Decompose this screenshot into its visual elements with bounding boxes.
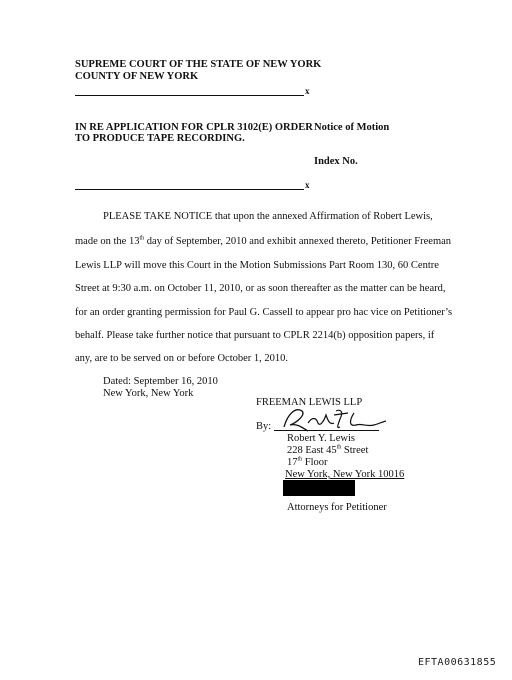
notice-body-line1: PLEASE TAKE NOTICE that upon the annexed Affirmation of Robert Lewis,: [103, 211, 433, 222]
caption-title-line1: IN RE APPLICATION FOR CPLR 3102(E) ORDER: [75, 122, 313, 133]
caption-title-line2: TO PRODUCE TAPE RECORDING.: [75, 133, 245, 144]
notice-body-line4: Street at 9:30 a.m. on October 11, 2010, or as soon thereafter as the matter can be heard,: [75, 283, 446, 294]
redaction-box: [283, 480, 355, 496]
index-number-label: Index No.: [314, 156, 358, 167]
court-county: COUNTY OF NEW YORK: [75, 71, 199, 82]
dated-line: Dated: September 16, 2010: [103, 376, 218, 387]
address-line2: 17th Floor: [287, 456, 328, 468]
caption-x-mark-top: x: [305, 86, 310, 96]
dated-location: New York, New York: [103, 388, 194, 399]
notice-body-line7: any, are to be served on or before October 1, 2010.: [75, 353, 289, 364]
caption-rule-top: [75, 95, 304, 96]
caption-rule-bottom: [75, 189, 304, 190]
court-name: SUPREME COURT OF THE STATE OF NEW YORK: [75, 59, 322, 70]
notice-body-line6: behalf. Please take further notice that pursuant to CPLR 2214(b) opposition papers, if: [75, 330, 435, 341]
document-id-stamp: EFTA00631855: [418, 657, 497, 668]
address-line1: 228 East 45th Street: [287, 444, 369, 456]
signatory-name: Robert Y. Lewis: [287, 433, 355, 444]
by-label: By:: [256, 421, 272, 432]
notice-body-line5: for an order granting permission for Paul G. Cassell to appear pro hac vice on Petitioner’s: [75, 307, 453, 318]
notice-body-line2: made on the 13th day of September, 2010 and exhibit annexed thereto, Petitioner Freeman: [75, 235, 452, 247]
handwritten-signature: [278, 403, 388, 435]
firm-name: FREEMAN LEWIS LLP: [256, 397, 363, 408]
address-line3: New York, New York 10016: [285, 469, 405, 480]
document-type: Notice of Motion: [314, 122, 390, 133]
notice-body-line3: Lewis LLP will move this Court in the Motion Submissions Part Room 130, 60 Centre: [75, 260, 439, 271]
caption-x-mark-bottom: x: [305, 180, 310, 190]
attorney-role: Attorneys for Petitioner: [287, 502, 387, 513]
